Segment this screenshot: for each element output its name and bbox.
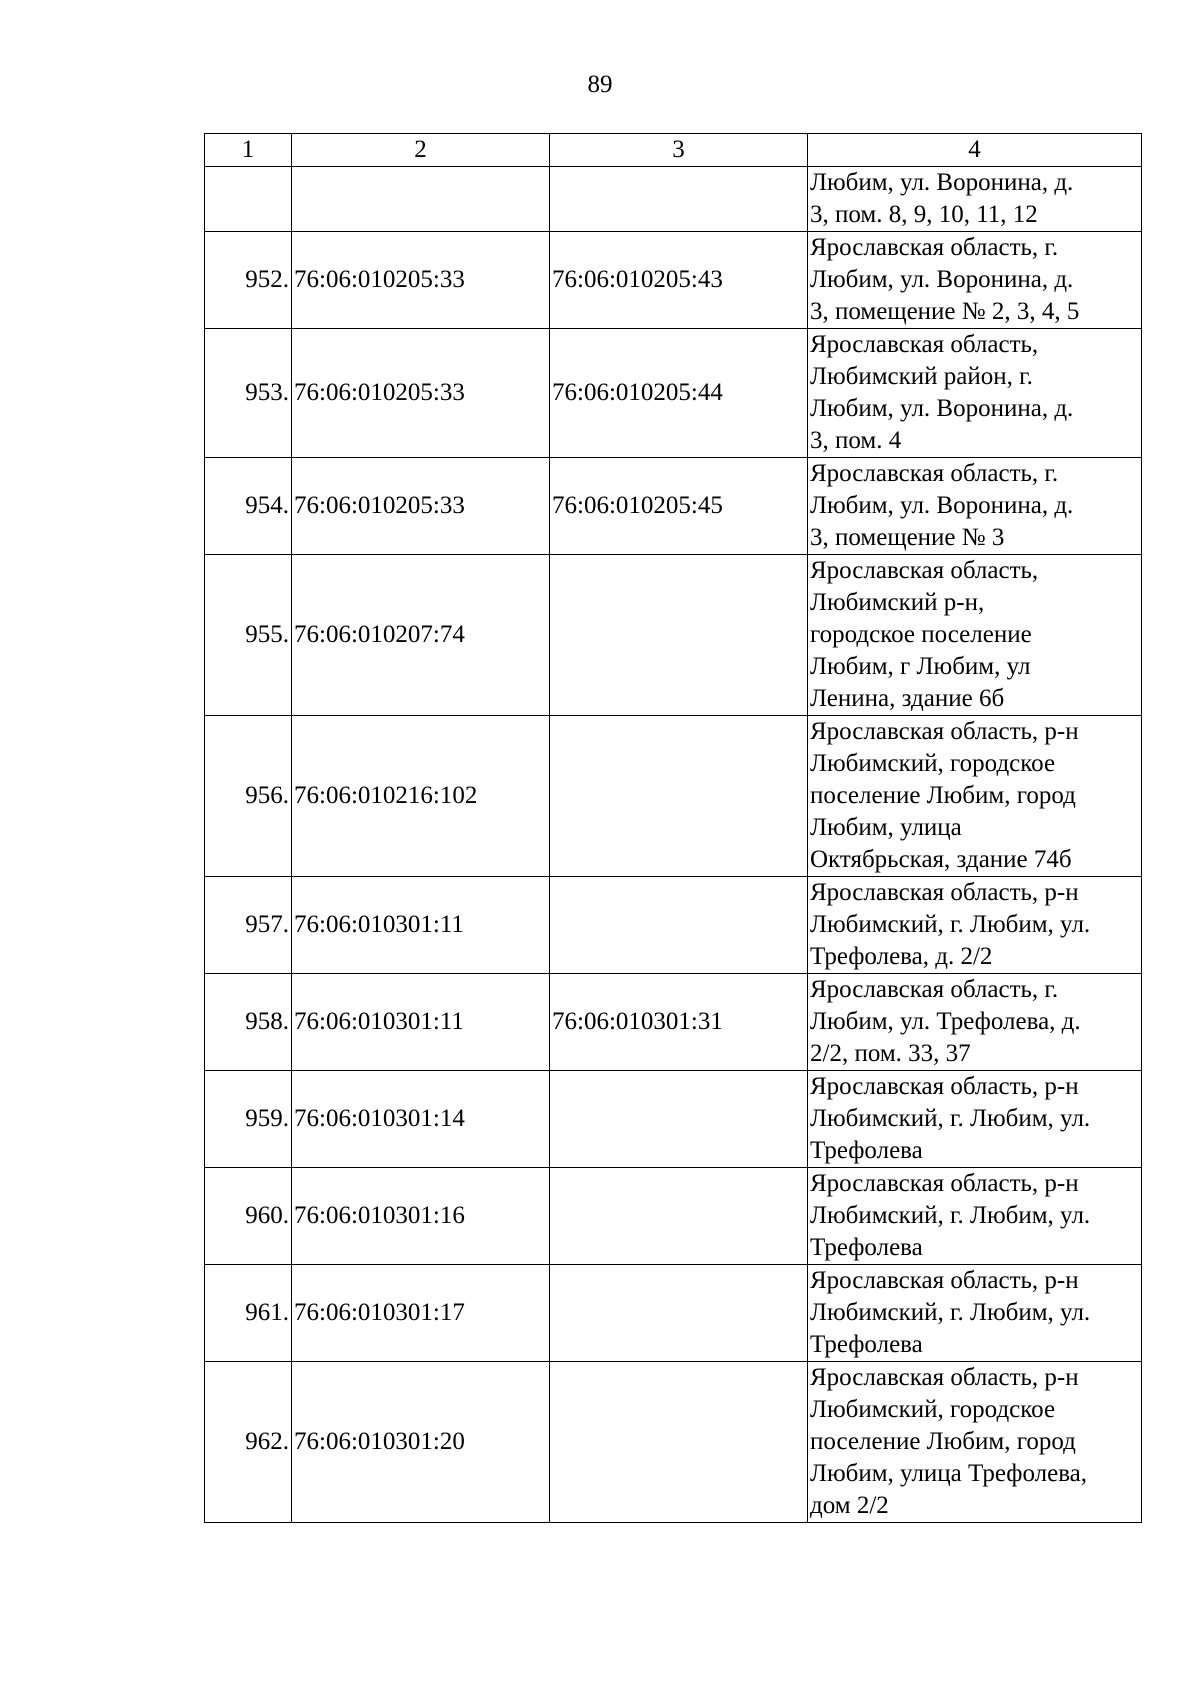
row-number-cell: 960. [205,1168,292,1265]
table-row [205,232,1142,329]
address-line: Трефолева [810,1234,923,1261]
object-cadastral-number-cell [550,167,808,232]
row-number-cell: 954. [205,458,292,555]
address-line: 3, пом. 4 [810,427,902,454]
column-header: 4 [808,134,1142,167]
address-line: Ярославская область, г. [810,460,1059,487]
header-row [205,134,1142,167]
row-number-cell [205,167,292,232]
address-cell [808,1168,1142,1265]
row-number-cell: 953. [205,329,292,458]
address-line: Любимский, г. Любим, ул. [810,911,1091,938]
registry-table [204,133,1142,1523]
land-cadastral-number-cell [292,167,550,232]
address-line: Любим, ул. Воронина, д. [810,492,1074,519]
table-row [205,974,1142,1071]
table-row [205,555,1142,716]
address-line: 3, помещение № 3 [810,524,1005,551]
address-line: поселение Любим, город [810,782,1076,809]
land-cadastral-number-cell: 76:06:010216:102 [292,716,550,877]
address-line: Любим, ул. Трефолева, д. [810,1008,1081,1035]
address-line: Любим, ул. Воронина, д. [810,266,1074,293]
address-line: Любимский район, г. [810,363,1033,390]
land-cadastral-number-cell: 76:06:010205:33 [292,458,550,555]
address-line: Трефолева [810,1331,923,1358]
address-cell [808,974,1142,1071]
address-line: Трефолева [810,1137,923,1164]
table-row [205,877,1142,974]
table-row [205,716,1142,877]
address-cell [808,458,1142,555]
land-cadastral-number-cell: 76:06:010301:11 [292,974,550,1071]
land-cadastral-number-cell: 76:06:010207:74 [292,555,550,716]
object-cadastral-number-cell [550,1071,808,1168]
column-header: 3 [550,134,808,167]
object-cadastral-number-cell: 76:06:010205:43 [550,232,808,329]
land-cadastral-number-cell: 76:06:010205:33 [292,329,550,458]
table-row [205,1265,1142,1362]
address-line: Ярославская область, р-н [810,718,1079,745]
address-line: Октябрьская, здание 74б [810,846,1072,873]
land-cadastral-number-cell: 76:06:010205:33 [292,232,550,329]
land-cadastral-number-cell: 76:06:010301:16 [292,1168,550,1265]
address-line: Ярославская область, г. [810,234,1059,261]
address-line: Ленина, здание 6б [810,685,1005,712]
address-cell [808,167,1142,232]
address-line: Любимский, г. Любим, ул. [810,1299,1091,1326]
address-line: Ярославская область, р-н [810,1073,1079,1100]
address-line: Ярославская область, [810,331,1039,358]
object-cadastral-number-cell [550,1362,808,1523]
address-line: Ярославская область, р-н [810,1364,1079,1391]
row-number-cell: 959. [205,1071,292,1168]
address-line: дом 2/2 [810,1492,889,1519]
table-row [205,1071,1142,1168]
table-row [205,1362,1142,1523]
table-row [205,458,1142,555]
page-number: 89 [587,71,613,98]
address-line: поселение Любим, город [810,1428,1076,1455]
address-line: Любимский, городское [810,750,1056,777]
row-number-cell: 956. [205,716,292,877]
address-cell [808,232,1142,329]
row-number-cell: 952. [205,232,292,329]
address-line: Любим, ул. Воронина, д. [810,395,1074,422]
table-row [205,329,1142,458]
address-cell [808,329,1142,458]
address-cell [808,555,1142,716]
address-cell [808,1362,1142,1523]
address-line: Любим, ул. Воронина, д. [810,169,1074,196]
object-cadastral-number-cell: 76:06:010301:31 [550,974,808,1071]
table-body [205,167,1142,1523]
address-line: Ярославская область, г. [810,976,1059,1003]
row-number-cell: 962. [205,1362,292,1523]
column-header: 1 [205,134,292,167]
address-line: Ярославская область, р-н [810,879,1079,906]
address-line: городское поселение [810,621,1032,648]
land-cadastral-number-cell: 76:06:010301:14 [292,1071,550,1168]
address-line: Ярославская область, р-н [810,1267,1079,1294]
address-line: Любимский, городское [810,1396,1056,1423]
object-cadastral-number-cell [550,716,808,877]
address-line: Ярославская область, р-н [810,1170,1079,1197]
address-line: 3, помещение № 2, 3, 4, 5 [810,298,1080,325]
object-cadastral-number-cell [550,1168,808,1265]
object-cadastral-number-cell [550,555,808,716]
row-number-cell: 955. [205,555,292,716]
address-line: Ярославская область, [810,557,1039,584]
table-row [205,167,1142,232]
column-header: 2 [292,134,550,167]
address-cell [808,716,1142,877]
object-cadastral-number-cell [550,1265,808,1362]
address-line: Любимский, г. Любим, ул. [810,1105,1091,1132]
address-line: Любимский, г. Любим, ул. [810,1202,1091,1229]
row-number-cell: 958. [205,974,292,1071]
land-cadastral-number-cell: 76:06:010301:20 [292,1362,550,1523]
row-number-cell: 957. [205,877,292,974]
row-number-cell: 961. [205,1265,292,1362]
address-cell [808,877,1142,974]
address-line: 3, пом. 8, 9, 10, 11, 12 [810,201,1038,228]
address-line: 2/2, пом. 33, 37 [810,1040,971,1067]
object-cadastral-number-cell [550,877,808,974]
object-cadastral-number-cell: 76:06:010205:45 [550,458,808,555]
address-cell [808,1265,1142,1362]
address-line: Трефолева, д. 2/2 [810,943,993,970]
address-line: Любим, улица Трефолева, [810,1460,1088,1487]
object-cadastral-number-cell: 76:06:010205:44 [550,329,808,458]
address-line: Любим, улица [810,814,962,841]
address-cell [808,1071,1142,1168]
address-line: Любим, г Любим, ул [810,653,1031,680]
table-row [205,1168,1142,1265]
land-cadastral-number-cell: 76:06:010301:11 [292,877,550,974]
land-cadastral-number-cell: 76:06:010301:17 [292,1265,550,1362]
address-line: Любимский р-н, [810,589,985,616]
